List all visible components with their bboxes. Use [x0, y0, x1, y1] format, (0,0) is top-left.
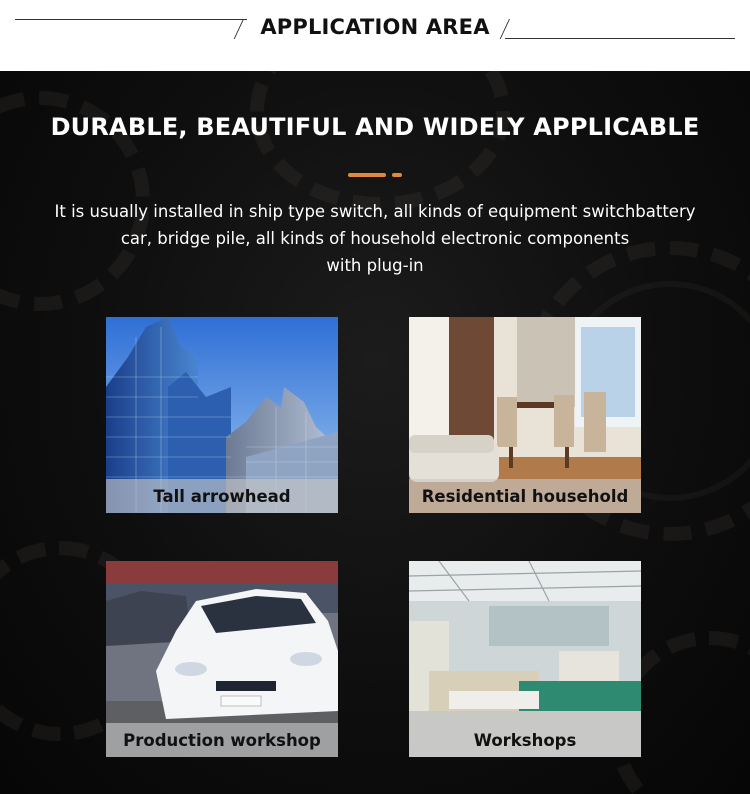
description-line: car, bridge pile, all kinds of household electronic components: [120, 229, 630, 248]
card-tall-arrowhead: [106, 317, 338, 513]
gear-decoration-icon: [250, 71, 510, 211]
card-caption: Production workshop: [106, 723, 338, 757]
header-divider-right: [505, 38, 735, 39]
headline: DURABLE, BEAUTIFUL AND WIDELY APPLICABLE: [50, 113, 700, 141]
section-header: [0, 0, 750, 71]
card-production-workshop: [106, 561, 338, 757]
section-title: APPLICATION AREA: [260, 15, 490, 39]
description: [20, 198, 730, 279]
description-line: with plug-in: [326, 256, 424, 275]
card-caption: Workshops: [409, 723, 641, 757]
description-line: It is usually installed in ship type switch, all kinds of equipment switchbattery: [54, 202, 696, 221]
card-caption: Tall arrowhead: [106, 479, 338, 513]
card-caption: Residential household: [409, 479, 641, 513]
card-residential-household: [409, 317, 641, 513]
accent-dot: [392, 173, 402, 177]
application-panel: [0, 71, 750, 794]
card-workshops: [409, 561, 641, 757]
accent-bar: [348, 173, 386, 177]
